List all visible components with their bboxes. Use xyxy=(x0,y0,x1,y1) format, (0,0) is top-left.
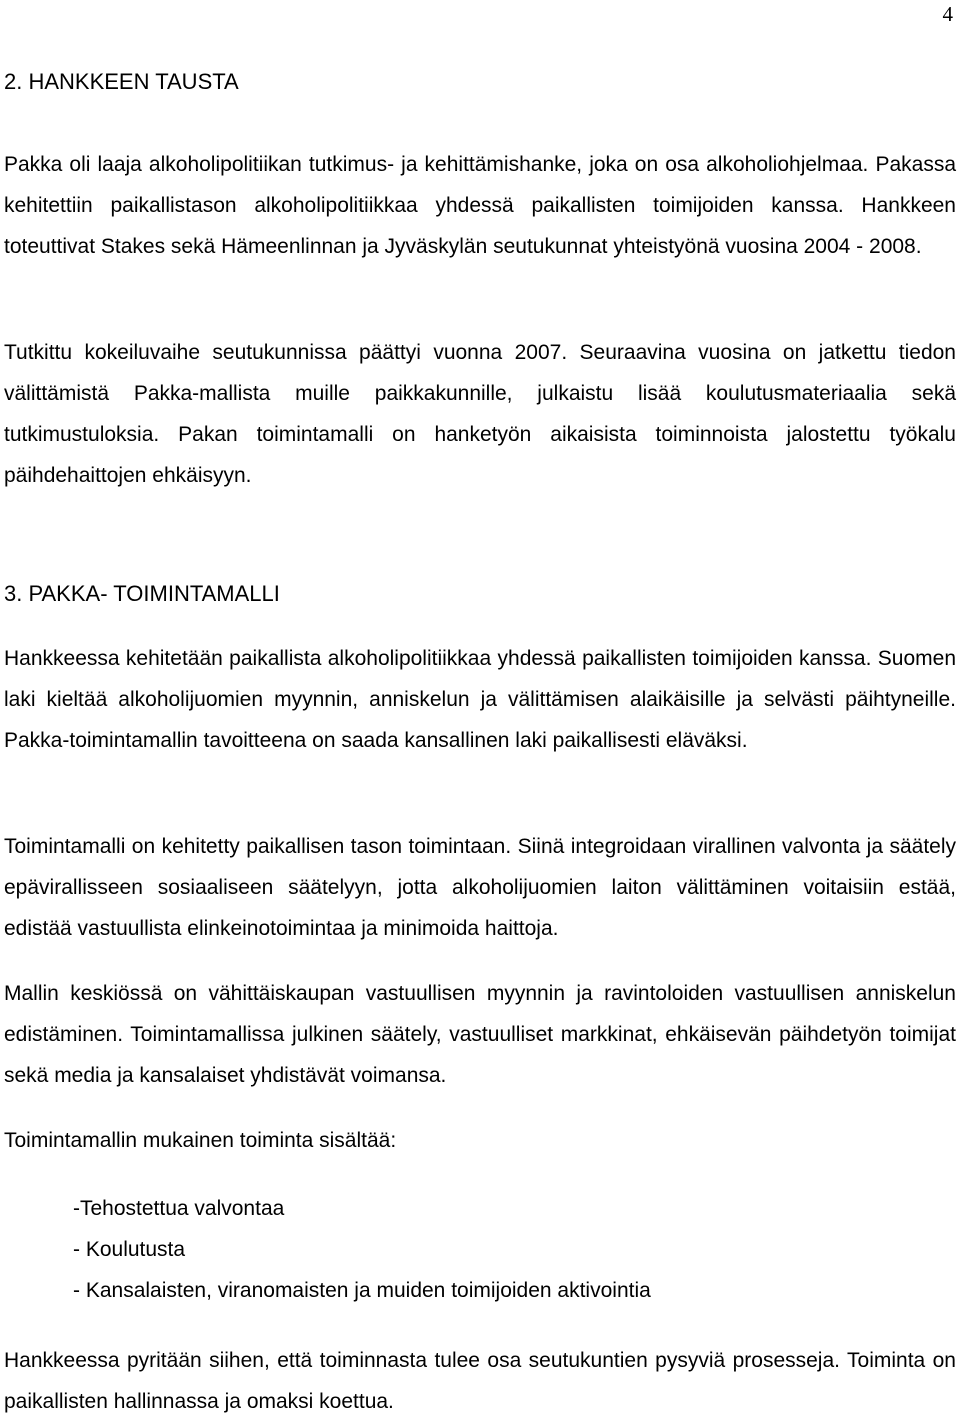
section-3-heading: 3. PAKKA- TOIMINTAMALLI xyxy=(4,581,280,606)
section-2-paragraph-2: Tutkittu kokeiluvaihe seutukunnissa päättyi vuonna 2007. Seuraavina vuosina on jatkettu tiedon välittämistä Pakka-mallista muille paikkakunnille, julkaistu lisää koulutusmateriaalia sekä tutkimustuloksia. Pakan toimintamalli on hanketyön aikaisista toiminnoista jalostettu työkalu päihdehaittojen ehkäisyyn. xyxy=(4,341,956,487)
section-2-heading: 2. HANKKEEN TAUSTA xyxy=(4,69,239,94)
page-number: 4 xyxy=(942,2,953,26)
list-item: - Koulutusta xyxy=(73,1238,186,1261)
section-2-paragraph-1: Pakka oli laaja alkoholipolitiikan tutkimus- ja kehittämishanke, joka on osa alkoholiohjelmaa. Pakassa kehitettiin paikallistason alkoholipolitiikkaa yhdessä paikallisten toimijoiden kanssa. Hankkeen toteuttivat Stakes sekä Hämeenlinnan ja Jyväskylän seutukunnat yhteistyönä vuosina 2004 - 2008. xyxy=(4,153,956,258)
section-3-paragraph-2: Toimintamalli on kehitetty paikallisen tason toimintaan. Siinä integroidaan virallinen valvonta ja säätely epävirallisseen sosiaaliseen säätelyyn, jotta alkoholijuomien laiton välittäminen voitaisiin estää, edistää vastuullista elinkeinotoimintaa ja minimoida haittoja. xyxy=(4,835,956,940)
activity-list xyxy=(73,1188,651,1311)
list-item: -Tehostettua valvontaa xyxy=(73,1197,285,1220)
section-3-paragraph-4: Toimintamallin mukainen toiminta sisältää: xyxy=(4,1129,397,1152)
list-item: - Kansalaisten, viranomaisten ja muiden toimijoiden aktivointia xyxy=(73,1279,651,1302)
section-3-paragraph-1: Hankkeessa kehitetään paikallista alkoholipolitiikkaa yhdessä paikallisten toimijoiden kanssa. Suomen laki kieltää alkoholijuomien myynnin, anniskelun ja välittämisen alaikäisille ja selvästi päihtyneille. Pakka-toimintamallin tavoitteena on saada kansallinen laki paikallisesti eläväksi. xyxy=(4,647,956,752)
closing-paragraph: Hankkeessa pyritään siihen, että toiminnasta tulee osa seutukuntien pysyviä prosesseja. Toiminta on paikallisten hallinnassa ja omaksi koettua. xyxy=(4,1349,956,1413)
section-3-paragraph-3: Mallin keskiössä on vähittäiskaupan vastuullisen myynnin ja ravintoloiden vastuullisen anniskelun edistäminen. Toimintamallissa julkinen säätely, vastuulliset markkinat, ehkäisevän päihdetyön toimijat sekä media ja kansalaiset yhdistävät voimansa. xyxy=(4,982,956,1087)
